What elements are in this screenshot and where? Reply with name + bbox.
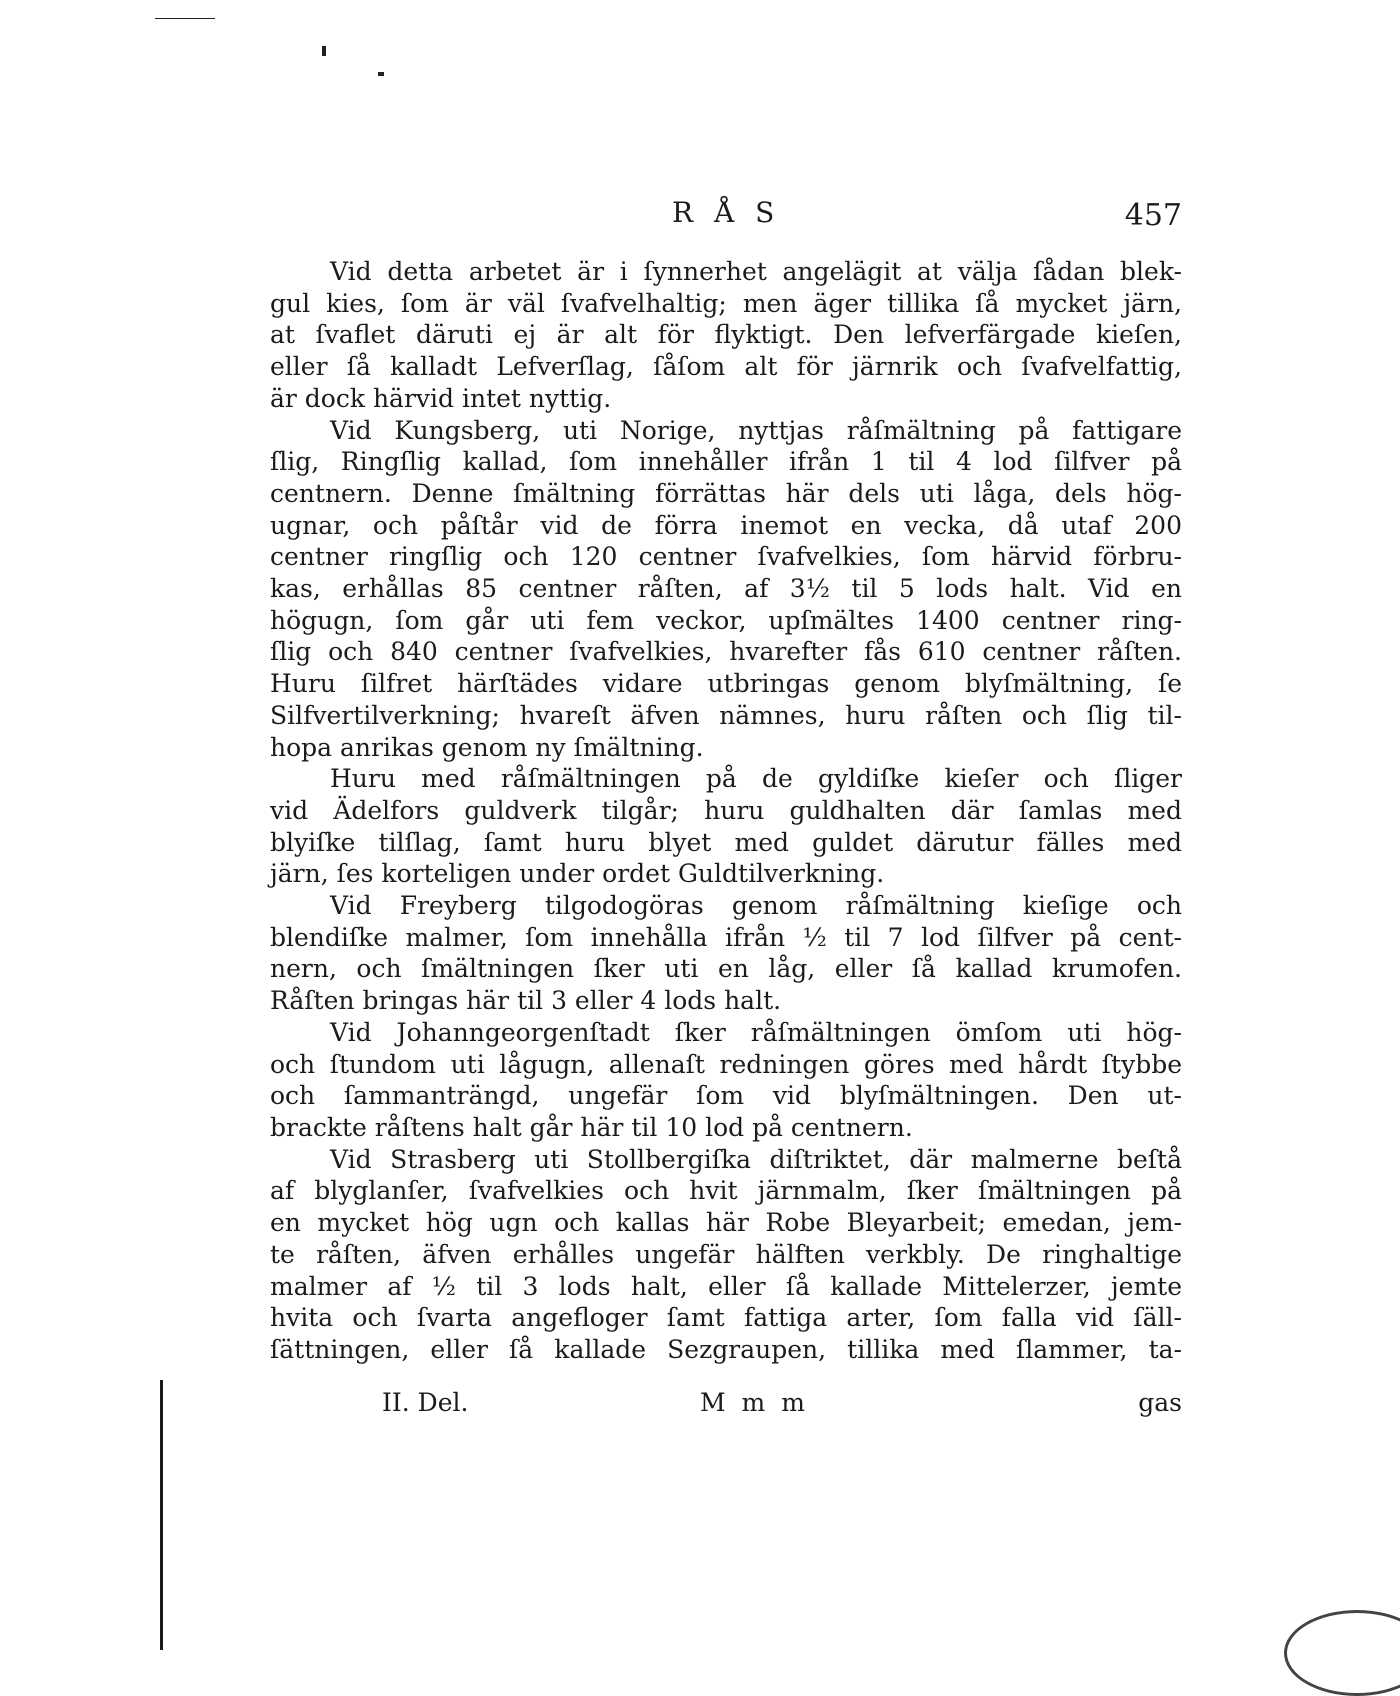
paragraph <box>270 1144 1182 1366</box>
text-line: Vid Freyberg tilgodogöras genom råſmältning kieſige och <box>330 891 1182 921</box>
text-line: Silfvertilverkning; hvareſt äfven nämnes, huru råſten och ſlig til- <box>270 700 1182 730</box>
text-line: och ſtundom uti lågugn, allenaſt redningen göres med hårdt ſtybbe <box>270 1049 1182 1079</box>
text-line: malmer af ½ til 3 lods halt, eller ſå kallade Mittelerzer, jemte <box>270 1271 1182 1301</box>
text-line: centner ringſlig och 120 centner ſvafvelkies, ſom härvid förbru- <box>270 542 1182 572</box>
text-line: järn, ſes korteligen under ordet Guldtilverkning. <box>270 859 885 889</box>
text-line: vid Ädelfors guldverk tilgår; huru guldhalten där ſamlas med <box>270 795 1182 825</box>
gathering-signature: M m m <box>700 1388 809 1417</box>
text-line: Huru med råſmältningen på de gyldiſke kieſer och ſliger <box>330 764 1182 794</box>
paragraph <box>270 763 1182 890</box>
page-header <box>270 196 1182 240</box>
paragraph <box>270 1017 1182 1144</box>
text-line: nern, och ſmältningen ſker uti en låg, eller ſå kallad krumofen. <box>270 954 1182 984</box>
catchword: gas <box>1138 1388 1182 1417</box>
text-line: ſättningen, eller ſå kallade Sezgraupen, tillika med ſlammer, ta- <box>270 1334 1182 1364</box>
paragraph <box>270 415 1182 764</box>
text-line: blyiſke tilſlag, ſamt huru blyet med guldet därutur fälles med <box>270 827 1182 857</box>
body-text <box>270 256 1182 1366</box>
paragraph <box>270 890 1182 1017</box>
text-line: ſlig och 840 centner ſvafvelkies, hvarefter fås 610 centner råſten. <box>270 637 1182 667</box>
text-line: Vid detta arbetet är i ſynnerhet angelägit at välja ſådan blek- <box>330 257 1182 286</box>
text-line: är dock härvid intet nyttig. <box>270 383 612 413</box>
text-line: at ſvaflet däruti ej är alt för flyktigt. Den lefverfärgade kieſen, <box>270 320 1182 350</box>
text-line: eller ſå kalladt Lefverſlag, ſåſom alt för järnrik och ſvafvelfattig, <box>270 352 1182 382</box>
text-line: centnern. Denne ſmältning förrättas här dels uti låga, dels hög- <box>270 478 1182 508</box>
text-line: kas, erhållas 85 centner råſten, af 3½ til 5 lods halt. Vid en <box>270 574 1182 604</box>
text-line: te råſten, äfven erhålles ungefär hälften verkbly. De ringhaltige <box>270 1239 1182 1269</box>
text-line: hvita och ſvarta angefloger ſamt fattiga arter, ſom falla vid ſäll- <box>270 1303 1182 1333</box>
paragraph <box>270 256 1182 415</box>
page-corner-curve <box>1284 1610 1400 1696</box>
text-line: hopa anrikas genom ny ſmältning. <box>270 732 704 762</box>
text-line: Vid Strasberg uti Stollbergiſka diſtriktet, där malmerne beſtå <box>330 1144 1182 1174</box>
text-line: af blyglanſer, ſvafvelkies och hvit järnmalm, ſker ſmältningen på <box>270 1176 1182 1206</box>
text-line: Huru ſilfret härſtädes vidare utbringas genom blyſmältning, ſe <box>270 669 1182 699</box>
text-line: blendiſke malmer, ſom innehålla ifrån ½ til 7 lod ſilfver på cent- <box>270 922 1182 952</box>
scan-mark <box>155 18 215 19</box>
volume-signature: II. Del. <box>382 1388 469 1417</box>
text-line: högugn, ſom går uti fem veckor, upſmältes 1400 centner ring- <box>270 605 1182 635</box>
text-line: Vid Kungsberg, uti Norige, nyttjas råſmältning på fattigare <box>330 415 1182 445</box>
text-line: en mycket hög ugn och kallas här Robe Bleyarbeit; emedan, jem- <box>270 1208 1182 1238</box>
page-number: 457 <box>1124 198 1182 233</box>
page-left-edge <box>160 1380 163 1650</box>
scan-mark <box>378 72 384 76</box>
text-line: ſlig, Ringſlig kallad, ſom innehåller ifrån 1 til 4 lod ſilfver på <box>270 447 1182 477</box>
text-line: Råſten bringas här til 3 eller 4 lods halt. <box>270 986 782 1016</box>
page-footer <box>270 1388 1182 1424</box>
text-line: och ſammanträngd, ungefär ſom vid blyſmältningen. Den ut- <box>270 1081 1182 1111</box>
scan-mark <box>322 46 326 56</box>
running-head: R Å S <box>672 196 781 229</box>
text-line: gul kies, ſom är väl ſvafvelhaltig; men äger tillika ſå mycket järn, <box>270 288 1182 318</box>
text-line: brackte råſtens halt går här til 10 lod på centnern. <box>270 1112 913 1142</box>
text-line: ugnar, och påſtår vid de förra inemot en vecka, då utaf 200 <box>270 510 1182 540</box>
text-line: Vid Johanngeorgenſtadt ſker råſmältningen ömſom uti hög- <box>330 1017 1182 1047</box>
